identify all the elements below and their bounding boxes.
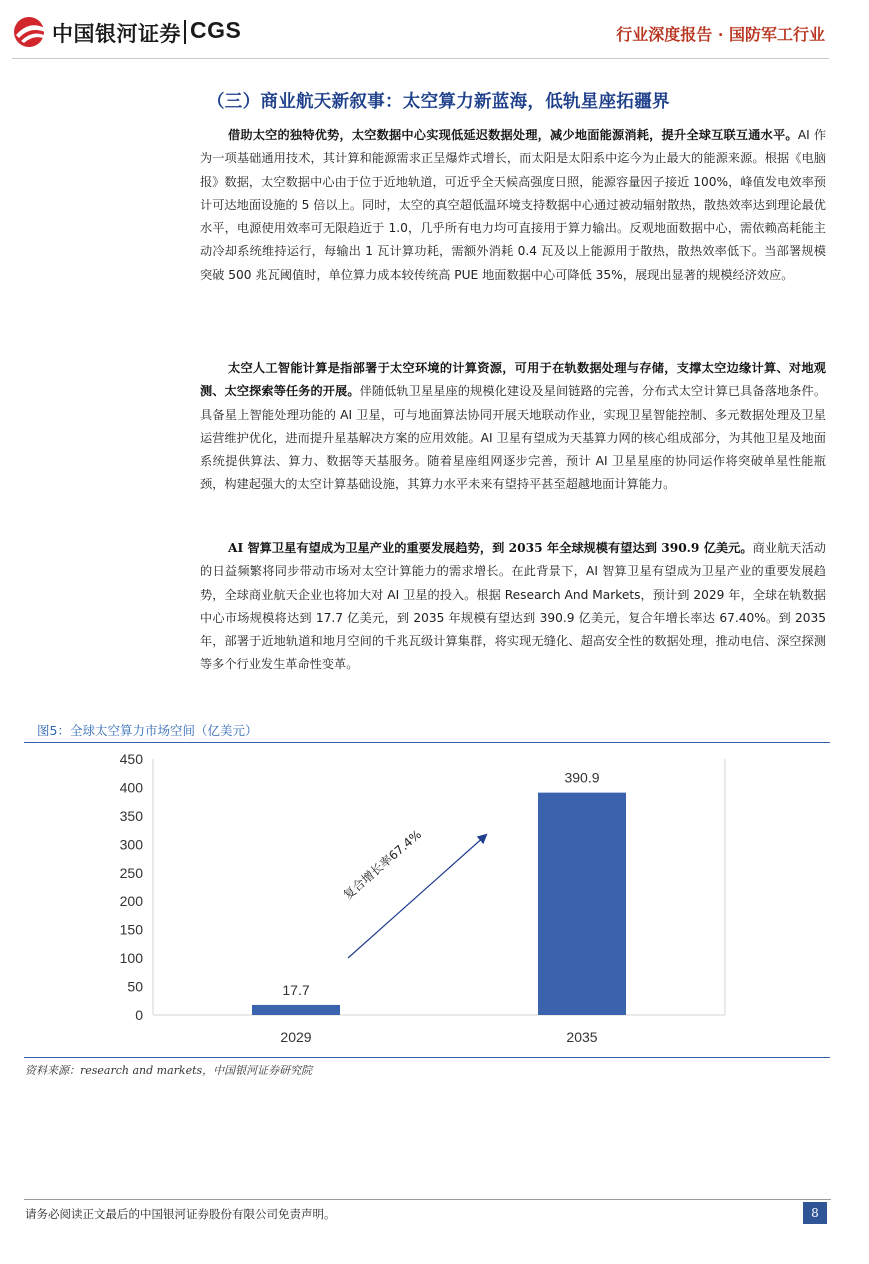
figure-bottom-rule	[24, 1057, 830, 1058]
header-divider	[12, 58, 829, 59]
y-tick-label: 300	[119, 836, 143, 853]
y-tick-label: 100	[119, 950, 143, 967]
footer-disclaimer: 请务必阅读正文最后的中国银河证券股份有限公司免责声明。	[25, 1207, 336, 1221]
bar-value-label: 17.7	[282, 981, 310, 998]
figure-top-rule	[24, 742, 830, 743]
cgs-logo-icon	[12, 16, 48, 48]
logo-english-name: CGS	[190, 17, 242, 43]
y-tick-label: 400	[119, 779, 143, 796]
logo-chinese-name: 中国银河证券	[52, 22, 181, 46]
paragraph-3-body: 商业航天活动的日益频繁将同步带动市场对太空计算能力的需求增长。在此背景下，AI 智算卫星有望成为卫星产业的重要发展趋势，全球商业航天企业也将加大对 AI 卫星的投入。根据 Research And Markets，预计到 2029 年，全球在轨数据中心市场规模将达到 17.7 亿美元，到 2035 年规模有望达到 390.9 亿美元，复合年增长率达 67.40%。到 2035 年，部署于近地轨道和地月空间的千兆瓦级计算集群，将实现无缝化、超高安全性的数据处理，推动电信、深空探测等多个行业发生革命性变革。	[200, 541, 826, 672]
y-tick-label: 200	[119, 893, 143, 910]
paragraph-3-lead: AI 智算卫星有望成为卫星产业的重要发展趋势，到 2035 年全球规模有望达到 390.9 亿美元。	[228, 541, 753, 555]
paragraph-2	[200, 357, 826, 497]
x-tick-label: 2029	[280, 1029, 312, 1045]
market-size-bar-chart	[60, 745, 750, 1055]
y-tick-label: 250	[119, 864, 143, 881]
report-type-label: 行业深度报告 · 国防军工行业	[616, 25, 825, 44]
company-logo	[12, 14, 252, 50]
y-tick-label: 350	[119, 807, 143, 824]
y-tick-label: 0	[135, 1007, 143, 1023]
y-tick-label: 150	[119, 921, 143, 938]
paragraph-1-body: AI 作为一项基础通用技术，其计算和能源需求正呈爆炸式增长，而太阳是太阳系中迄今为止最大的能源来源。根据《电脑报》数据，太空数据中心由于位于近地轨道，可近乎全天候高强度日照，能源容量因子接近 100%，峰值发电效率预计可达地面设施的 5 倍以上。同时，太空的真空超低温环境支持数据中心通过被动辐射散热，散热效率达到理论最优水平，电源使用效率可无限趋近于 1.0，几乎所有电力均可直接用于算力输出。反观地面数据中心，需依赖高耗能主动冷却系统维持运行，每输出 1 瓦计算功耗，需额外消耗 0.4 瓦及以上能源用于散热，散热效率低下。当部署规模突破 500 兆瓦阈值时，单位算力成本较传统高 PUE 地面数据中心可降低 35%，展现出显著的规模经济效应。	[200, 128, 827, 282]
logo-divider	[184, 20, 186, 44]
figure-title: 图5：全球太空算力市场空间（亿美元）	[37, 723, 258, 738]
x-tick-label: 2035	[566, 1029, 598, 1045]
bar-value-label: 390.9	[564, 769, 600, 786]
y-tick-label: 50	[127, 978, 143, 995]
page-number: 8	[803, 1202, 827, 1224]
paragraph-1	[200, 124, 826, 287]
bar	[538, 793, 626, 1015]
figure-source: 资料来源：research and markets，中国银河证券研究院	[25, 1064, 313, 1077]
paragraph-2-body: 伴随低轨卫星星座的规模化建设及星间链路的完善，分布式太空计算已具备落地条件。具备星上智能处理功能的 AI 卫星，可与地面算法协同开展天地联动作业，实现卫星智能控制、多元数据处理及卫星运营维护优化，进而提升星基解决方案的应用效能。AI 卫星有望成为天基算力网的核心组成部分，为其他卫星及地面系统提供算法、算力、数据等天基服务。随着星座组网逐步完善，预计 AI 卫星星座的协同运作将突破单星性能瓶颈，构建起强大的太空计算基础设施，其算力水平未来有望持平甚至超越地面计算能力。	[200, 384, 827, 492]
growth-rate-annotation: 复合增长率67.4%	[340, 827, 425, 903]
paragraph-1-lead: 借助太空的独特优势，太空数据中心实现低延迟数据处理，减少地面能源消耗，提升全球互联互通水平。	[228, 128, 798, 142]
y-tick-label: 450	[119, 751, 143, 767]
footer-divider	[24, 1199, 831, 1200]
bar	[252, 1005, 340, 1015]
paragraph-2-lead: 太空人工智能计算是指部署于太空环境的计算资源，可用于在轨数据处理与存储，支撑太空边缘计算、对地观测、太空探索等任务的开展。	[200, 361, 826, 399]
paragraph-3	[200, 537, 826, 677]
growth-arrow	[348, 835, 486, 958]
section-title: （三）商业航天新叙事：太空算力新蓝海，低轨星座拓疆界	[207, 92, 670, 112]
